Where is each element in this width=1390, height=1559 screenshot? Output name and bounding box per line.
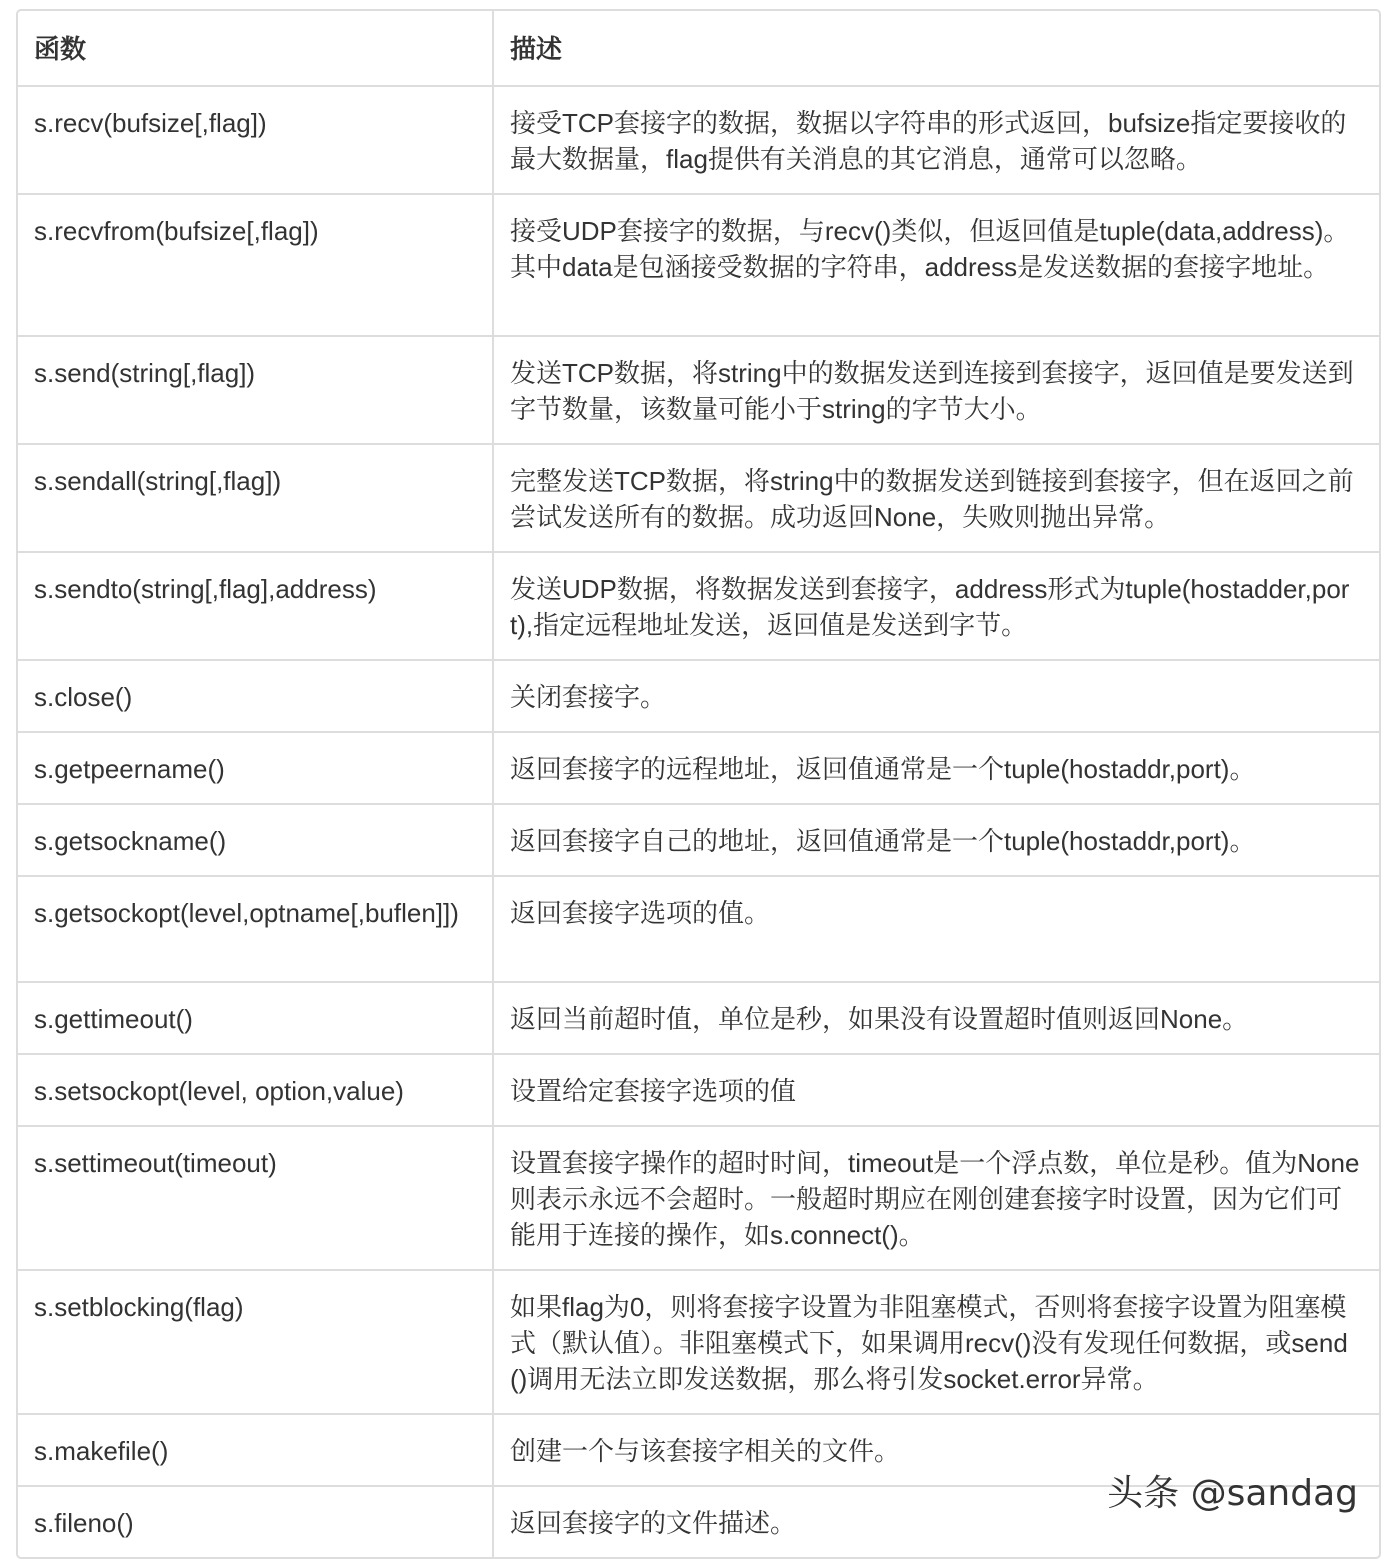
function-cell: s.setsockopt(level, option,value): [18, 1054, 493, 1126]
table-row: [18, 660, 1379, 732]
description-cell: 接受UDP套接字的数据，与recv()类似，但返回值是tuple(data,address)。其中data是包涵接受数据的字符串，address是发送数据的套接字地址。: [493, 194, 1379, 336]
table-row: [18, 86, 1379, 194]
description-cell: 设置套接字操作的超时时间，timeout是一个浮点数，单位是秒。值为None则表示永远不会超时。一般超时期应在刚创建套接字时设置，因为它们可能用于连接的操作，如s.connect()。: [493, 1126, 1379, 1270]
table-row: [18, 444, 1379, 552]
watermark: 头条 @sandag: [1107, 1473, 1358, 1514]
table-row: [18, 982, 1379, 1054]
table-row: [18, 194, 1379, 336]
function-cell: s.settimeout(timeout): [18, 1126, 493, 1270]
description-cell: 完整发送TCP数据，将string中的数据发送到链接到套接字，但在返回之前尝试发送所有的数据。成功返回None，失败则抛出异常。: [493, 444, 1379, 552]
description-cell: 创建一个与该套接字相关的文件。: [493, 1414, 1379, 1486]
description-cell: 返回套接字选项的值。: [493, 876, 1379, 982]
table-header-row: [18, 11, 1379, 86]
header-function: 函数: [34, 34, 87, 64]
table-row: [18, 1054, 1379, 1126]
table-row: [18, 876, 1379, 982]
description-cell: 设置给定套接字选项的值: [493, 1054, 1379, 1126]
table-row: [18, 1126, 1379, 1270]
header-description: 描述: [493, 11, 1379, 86]
table-row: [18, 336, 1379, 444]
function-cell: s.fileno(): [18, 1486, 493, 1557]
function-cell: s.close(): [18, 660, 493, 732]
description-cell: 返回套接字的文件描述。: [493, 1486, 1379, 1557]
function-cell: s.send(string[,flag]): [18, 336, 493, 444]
description-cell: 返回套接字的远程地址，返回值通常是一个tuple(hostaddr,port)。: [493, 732, 1379, 804]
function-cell: s.recvfrom(bufsize[,flag]): [18, 194, 493, 336]
description-cell: 返回套接字自己的地址，返回值通常是一个tuple(hostaddr,port)。: [493, 804, 1379, 876]
table-row: [18, 804, 1379, 876]
table-row: [18, 552, 1379, 660]
function-cell: s.gettimeout(): [18, 982, 493, 1054]
table-row: [18, 1270, 1379, 1414]
function-cell: s.getpeername(): [18, 732, 493, 804]
function-cell: s.sendto(string[,flag],address): [18, 552, 493, 660]
function-cell: s.getsockname(): [18, 804, 493, 876]
table-row: [18, 1486, 1379, 1557]
function-cell: s.recv(bufsize[,flag]): [18, 86, 493, 194]
table-row: [18, 732, 1379, 804]
function-cell: s.getsockopt(level,optname[,buflen]]): [18, 876, 493, 982]
function-cell: s.sendall(string[,flag]): [18, 444, 493, 552]
function-cell: s.makefile(): [18, 1414, 493, 1486]
socket-methods-table-container: [16, 9, 1381, 1559]
description-cell: 如果flag为0，则将套接字设置为非阻塞模式，否则将套接字设置为阻塞模式（默认值）。非阻塞模式下，如果调用recv()没有发现任何数据，或send()调用无法立即发送数据，那么将引发socket.error异常。: [493, 1270, 1379, 1414]
table-row: [18, 1414, 1379, 1486]
description-cell: 发送UDP数据，将数据发送到套接字，address形式为tuple(hostadder,port),指定远程地址发送，返回值是发送到字节。: [493, 552, 1379, 660]
socket-methods-table: [18, 11, 1379, 1557]
description-cell: 接受TCP套接字的数据，数据以字符串的形式返回，bufsize指定要接收的最大数据量，flag提供有关消息的其它消息，通常可以忽略。: [493, 86, 1379, 194]
description-cell: 发送TCP数据，将string中的数据发送到连接到套接字，返回值是要发送到字节数量，该数量可能小于string的字节大小。: [493, 336, 1379, 444]
description-cell: 关闭套接字。: [493, 660, 1379, 732]
description-cell: 返回当前超时值，单位是秒，如果没有设置超时值则返回None。: [493, 982, 1379, 1054]
function-cell: s.setblocking(flag): [18, 1270, 493, 1414]
